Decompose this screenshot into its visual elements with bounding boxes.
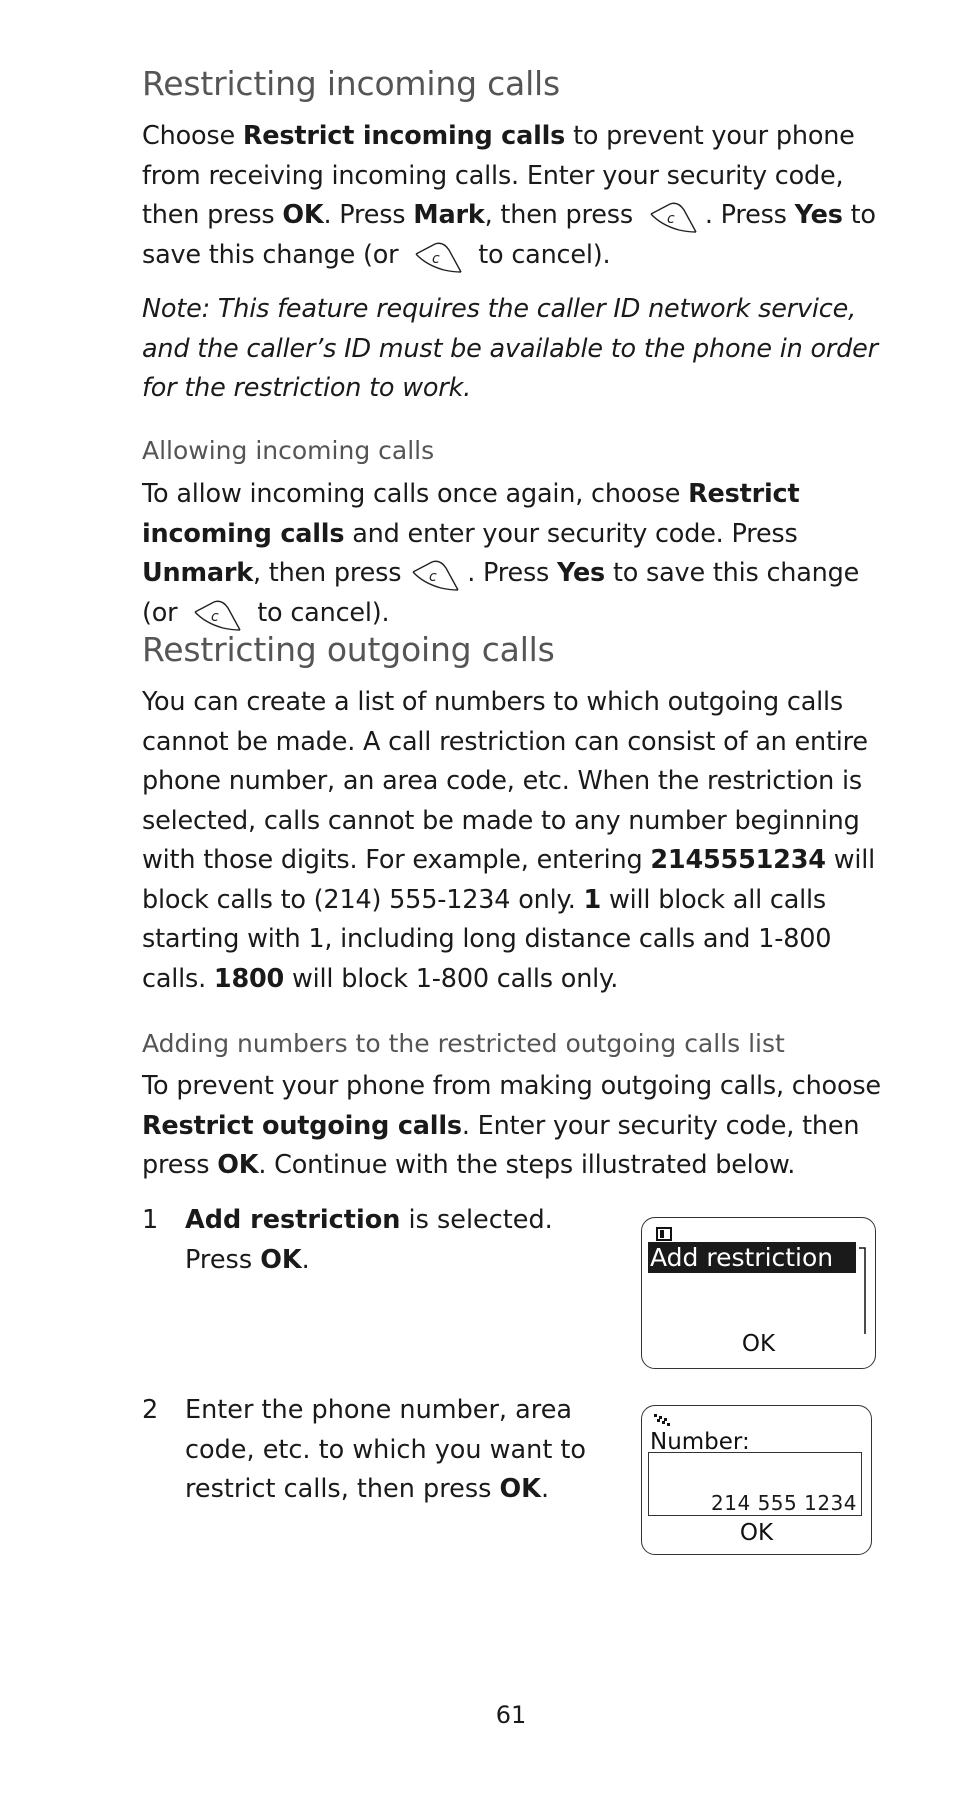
incoming-note: Note: This feature requires the caller ID network service, and the caller’s ID must be available to the phone in order for the restriction to work.: [142, 294, 878, 403]
incoming-paragraph: Choose Restrict incoming calls to prevent your phone from receiving incoming calls. Enter your security code, then press OK. Press Mark, then press c . Press Yes to save this change (or c to cancel).: [142, 117, 882, 275]
softkey-ok[interactable]: OK: [741, 1331, 776, 1357]
softkey-ok[interactable]: OK: [739, 1520, 774, 1546]
section-adding-numbers: [142, 1028, 882, 1060]
number-input[interactable]: [648, 1452, 862, 1516]
adding-paragraph: To prevent your phone from making outgoing calls, choose Restrict outgoing calls. Enter your security code, then press OK. Continue with the steps illustrated below.: [142, 1071, 881, 1180]
phone-screen-add-restriction: [641, 1217, 876, 1369]
outgoing-paragraph: You can create a list of numbers to which outgoing calls cannot be made. A call restriction can consist of an entire phone number, an area code, etc. When the restriction is selected, calls cannot be made to any number beginning with those digits. For example, entering 2145551234 will block calls to (214) 555-1234 only. 1 will block all calls starting with 1, including long distance calls and 1-800 calls. 1800 will block 1-800 calls only.: [142, 687, 876, 994]
heading-allowing-incoming: Allowing incoming calls: [142, 436, 435, 465]
manual-page: Restricting incoming calls Choose Restrict incoming calls to prevent your phone from receiving incoming calls. Enter your security code, then press OK. Press Mark, then press c . Press Yes to save this change (or c to cancel). Note: This feature requires the caller ID network service, and the caller’s ID must be available to the phone in order for the restriction to work. Allowing incoming calls To allow incoming calls once again, choose Restrict incoming calls and enter your security code. Press Unmark, then press c . Press Yes to save this change (or c to cancel). Restricting outgoing calls You can create a list of numbers to which outgoing calls cannot be made. A call restriction can consist of an entire phone number, an area code, etc. When the restriction is selected, calls cannot be made to any number beginning with those digits. For example, entering 2145551234 will block calls to (214) 555-1234 only. 1 will block all calls starting with 1, including long distance calls and 1-800 calls. 1800 will block 1-800 calls only. Adding numbers to the restricted outgoing calls list To prevent your phone from making outgoing calls, choose Restrict outgoing calls. Enter your security code, then press OK. Continue with the steps illustrated below. 1 Add restriction is selected. Press OK. Add restriction OK 2 Enter the phone number, area code, etc. to which you want to restrict calls, then press OK. Number: 214 555 1234 OK 61: [0, 0, 954, 1803]
c-key-icon: [191, 599, 243, 633]
number-label: Number:: [650, 1429, 750, 1455]
page-number: 61: [495, 1701, 527, 1729]
allowing-paragraph: To allow incoming calls once again, choose Restrict incoming calls and enter your security code. Press Unmark, then press c . Press Yes to save this change (or c to cancel).: [142, 475, 882, 633]
heading-adding-numbers: Adding numbers to the restricted outgoing calls list: [142, 1029, 785, 1058]
menu-icon: [656, 1226, 678, 1242]
svg-text:c: c: [211, 608, 219, 625]
svg-text:c: c: [432, 250, 440, 267]
section-restricting-outgoing: [142, 630, 882, 670]
heading-restricting-outgoing: Restricting outgoing calls: [142, 630, 555, 669]
number-value: 214 555 1234: [711, 1491, 857, 1515]
selected-menu-item[interactable]: Add restriction: [648, 1242, 856, 1273]
section-allowing-incoming: [142, 435, 882, 467]
c-key-icon: [409, 559, 461, 593]
c-key-icon: [412, 241, 464, 275]
phone-screen-number-entry: [641, 1405, 872, 1555]
section-restricting-incoming: [142, 64, 882, 104]
svg-text:c: c: [666, 211, 675, 227]
c-key-icon: [647, 201, 699, 235]
keypad-icon: [652, 1412, 674, 1428]
heading-restricting-incoming: Restricting incoming calls: [142, 64, 560, 103]
scrollbar[interactable]: [857, 1242, 867, 1342]
svg-text:c: c: [429, 569, 437, 585]
